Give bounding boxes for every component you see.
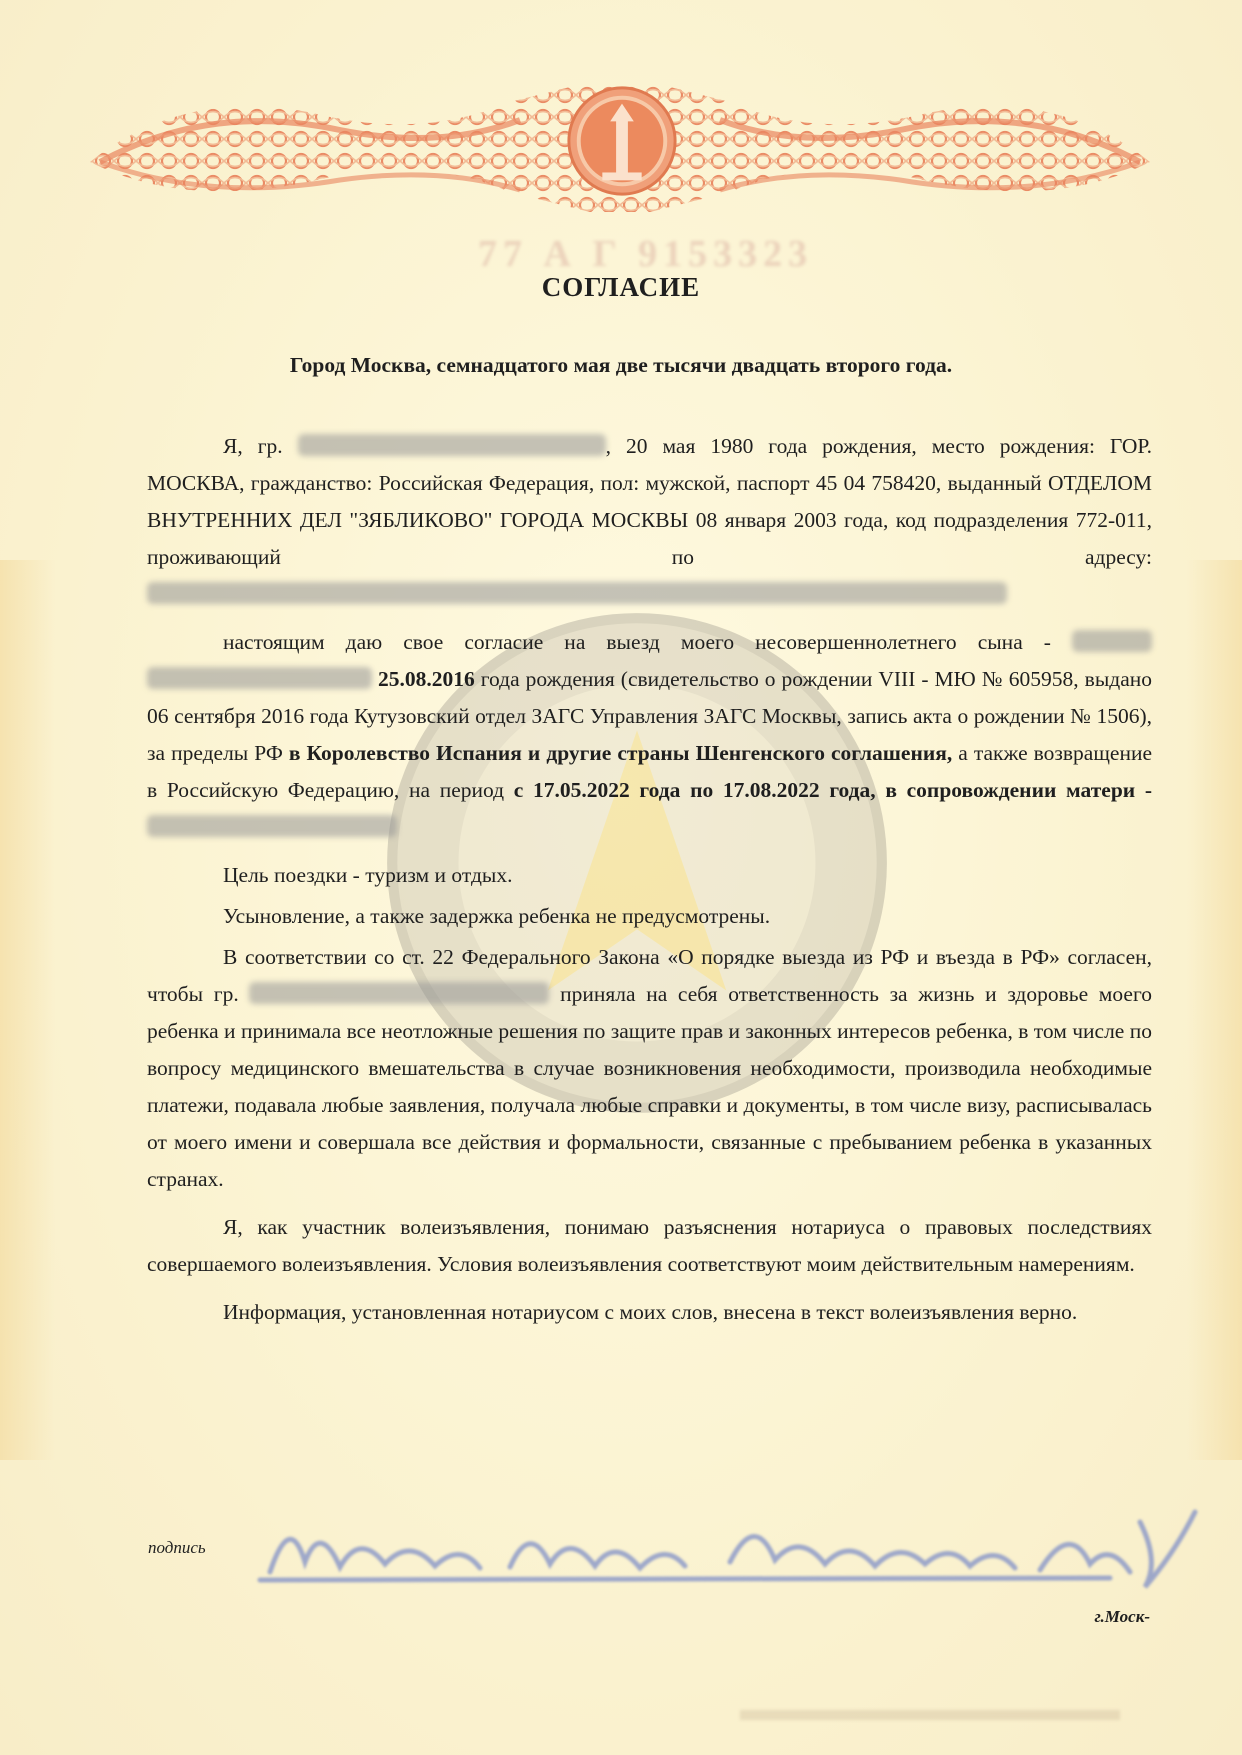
place-date-line: Город Москва, семнадцатого мая две тысячи двадцать второго года. [289,353,953,377]
document-title: СОГЛАСИЕ [541,272,701,302]
redacted-name [298,434,606,456]
notary-emblem-icon [563,82,681,200]
form-footer-print [740,1710,1120,1720]
document-body [147,428,1152,1342]
p2-text-a: настоящим даю свое согласие на выезд моего несовершеннолетнего сына - [223,630,1051,654]
p1-text-a: Я, гр. [223,434,283,458]
p5-text-a: В соответствии со ст. 22 Федерального Закона «О порядке выезда из РФ и въезда в РФ» согласен, чтобы гр. [147,945,1152,1006]
paragraph-information: Информация, установленная нотариусом с моих слов, внесена в текст волеизъявления верно. [223,1300,1078,1324]
paragraph-understanding: Я, как участник волеизъявления, понимаю разъяснения нотариуса о правовых последствиях совершаемого волеизъявления. Условия волеизъявления соответствуют моим действительным намерениям. [147,1215,1152,1276]
paper-edge-right [1187,560,1242,1460]
paper-edge-left [0,560,55,1460]
handwritten-signature [210,1492,1200,1597]
p1-text-b: , 20 мая 1980 года рождения, место рождения: ГОР. МОСКВА, гражданство: Российская Федерация, пол: мужской, паспорт 45 04 758420, выданный ОТДЕЛОМ ВНУТРЕННИХ ДЕЛ "ЗЯБЛИКОВО" ГОРОДА МОСКВЫ 08 января 2003 года, код подразделения 772-011, проживающий по адресу: [147,434,1152,569]
city-stamp-fragment: г.Моск- [1094,1607,1150,1626]
p2-text-e: а также возвращение в Российскую Федерацию, на период [147,741,1152,802]
redacted-child-name [147,667,372,689]
travel-period: с 17.05.2022 года по 17.08.2022 года, в сопровождении матери - [513,778,1153,802]
destination-countries: в Королевство Испания и другие страны Шенгенского соглашения, [288,741,953,765]
place-date-text: Город Москва, семнадцатого мая две тысячи двадцать второго года [289,353,947,377]
redacted-child-surname [1072,630,1152,652]
paragraph-consent [147,624,1152,846]
redacted-address [147,582,1007,604]
p5-text-b: приняла на себя ответственность за жизнь и здоровье моего ребенка и принимала все неотложные решения по защите прав и законных интересов ребенка, в том числе по вопросу медицинского вмешательства в случае возникновения необходимости, производила необходимые платежи, подавала любые заявления, получала любые справки и документы, в том числе визу, расписывалась от моего имени и совершала все действия и формальности, связанные с пребыванием ребенка в указанных странах. [147,982,1152,1191]
redacted-mother-name [147,815,397,837]
form-serial-number: 77 А Г 9153323 [478,233,814,275]
signature-label: подпись [148,1538,206,1557]
paragraph-adoption: Усыновление, а также задержка ребенка не предусмотрены. [223,904,771,928]
redacted-mother-name-2 [249,982,549,1004]
paragraph-identity [147,428,1152,613]
paragraph-law [147,939,1152,1198]
paragraph-purpose: Цель поездки - туризм и отдых. [223,863,513,887]
p2-text-c: года рождения (свидетельство о рождении VIII - МЮ № 605958, выдано 06 сентября 2016 года Кутузовский отдел ЗАГС Управления ЗАГС Москвы, запись акта о рождении № 1506), за пределы РФ [147,667,1153,765]
child-birth-date: 25.08.2016 [378,667,475,691]
